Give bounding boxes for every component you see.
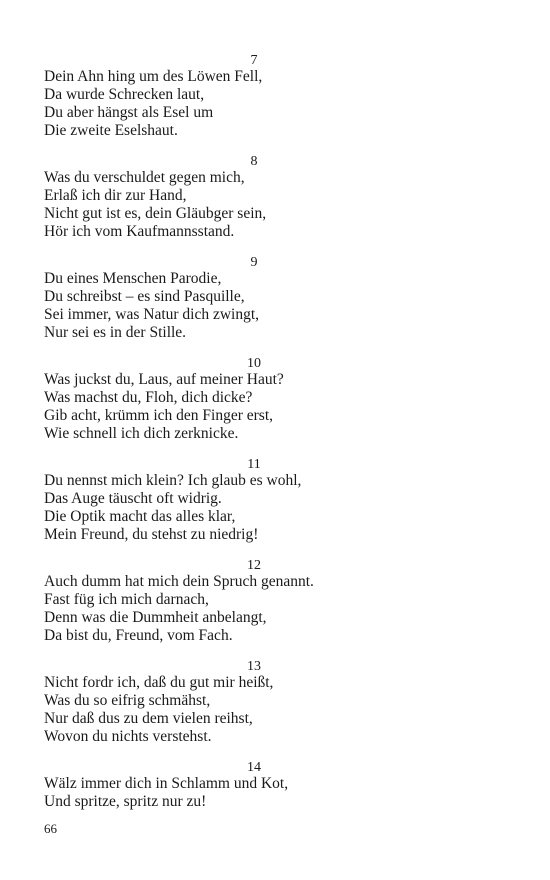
stanza-lines bbox=[44, 270, 259, 342]
verse-line: Hör ich vom Kaufmannsstand. bbox=[44, 223, 235, 240]
verse-line: Du schreibst – es sind Pasquille, bbox=[44, 288, 245, 305]
stanza-lines bbox=[44, 169, 266, 241]
verse-line: Gib acht, krümm ich den Finger erst, bbox=[44, 407, 274, 424]
verse-line: Die Optik macht das alles klar, bbox=[44, 508, 236, 525]
stanza-lines bbox=[44, 775, 288, 811]
verse-line: Denn was die Dummheit anbelangt, bbox=[44, 609, 267, 626]
verse-line: Und spritze, spritz nur zu! bbox=[44, 793, 207, 810]
verse-line: Erlaß ich dir zur Hand, bbox=[44, 187, 187, 204]
verse-line: Was du so eifrig schmähst, bbox=[44, 692, 211, 709]
verse-line: Du nennst mich klein? Ich glaub es wohl, bbox=[44, 472, 302, 489]
verse-line: Nicht fordr ich, daß du gut mir heißt, bbox=[44, 674, 274, 691]
verse-line: Sei immer, was Natur dich zwingt, bbox=[44, 306, 260, 323]
stanza-lines bbox=[44, 674, 273, 746]
page-number: 66 bbox=[44, 821, 57, 836]
verse-line: Nur daß dus zu dem vielen reihst, bbox=[44, 710, 253, 727]
verse-line: Wälz immer dich in Schlamm und Kot, bbox=[44, 775, 289, 792]
stanza-lines bbox=[44, 472, 301, 544]
verse-line: Du aber hängst als Esel um bbox=[44, 104, 214, 121]
verse-line: Du eines Menschen Parodie, bbox=[44, 270, 222, 287]
book-page: 7 Dein Ahn hing um des Löwen Fell, Da wurde Schrecken laut, Du aber hängst als Esel um Die zweite Eselshaut. 8 Was du verschuldet gegen mich, Erlaß ich dir zur Hand, Nicht gut ist es, dein Gläubger sein, Hör ich vom Kaufmannsstand. 9 Du eines Menschen Parodie, Du schreibst – es sind Pasquille, Sei immer, was Natur dich zwingt, Nur sei es in der Stille. 10 Was juckst du, Laus, auf meiner Haut? Was machst du, Floh, dich dicke? Gib acht, krümm ich den Finger erst, Wie schnell ich dich zerknicke. 11 Du nennst mich klein? Ich glaub es wohl, Das Auge täuscht oft widrig. Die Optik macht das alles klar, Mein Freund, du stehst zu niedrig! 12 Auch dumm hat mich dein Spruch genannt. Fast füg ich mich darnach, Denn was die Dummheit anbelangt, Da bist du, Freund, vom Fach. 13 Nicht fordr ich, daß du gut mir heißt, Was du so eifrig schmähst, Nur daß dus zu dem vielen reihst, Wovon du nichts verstehst. 14 Wälz immer dich in Schlamm und Kot, Und spritze, spritz nur zu! 66 bbox=[44, 53, 314, 836]
verse-line: Dein Ahn hing um des Löwen Fell, bbox=[44, 68, 263, 85]
verse-line: Das Auge täuscht oft widrig. bbox=[44, 490, 222, 507]
stanza-lines bbox=[44, 371, 284, 443]
verse-line: Da wurde Schrecken laut, bbox=[44, 86, 205, 103]
verse-line: Was du verschuldet gegen mich, bbox=[44, 169, 245, 186]
stanza-lines bbox=[44, 573, 314, 645]
verse-line: Was juckst du, Laus, auf meiner Haut? bbox=[44, 371, 284, 388]
verse-line: Nur sei es in der Stille. bbox=[44, 324, 187, 341]
verse-line: Nicht gut ist es, dein Gläubger sein, bbox=[44, 205, 267, 222]
verse-line: Die zweite Eselshaut. bbox=[44, 122, 178, 139]
verse-line: Da bist du, Freund, vom Fach. bbox=[44, 627, 233, 644]
verse-line: Wie schnell ich dich zerknicke. bbox=[44, 425, 239, 442]
stanza-lines bbox=[44, 68, 262, 140]
verse-line: Fast füg ich mich darnach, bbox=[44, 591, 209, 608]
verse-line: Auch dumm hat mich dein Spruch genannt. bbox=[44, 573, 314, 590]
verse-line: Wovon du nichts verstehst. bbox=[44, 728, 212, 745]
verse-line: Mein Freund, du stehst zu niedrig! bbox=[44, 526, 259, 543]
verse-line: Was machst du, Floh, dich dicke? bbox=[44, 389, 253, 406]
